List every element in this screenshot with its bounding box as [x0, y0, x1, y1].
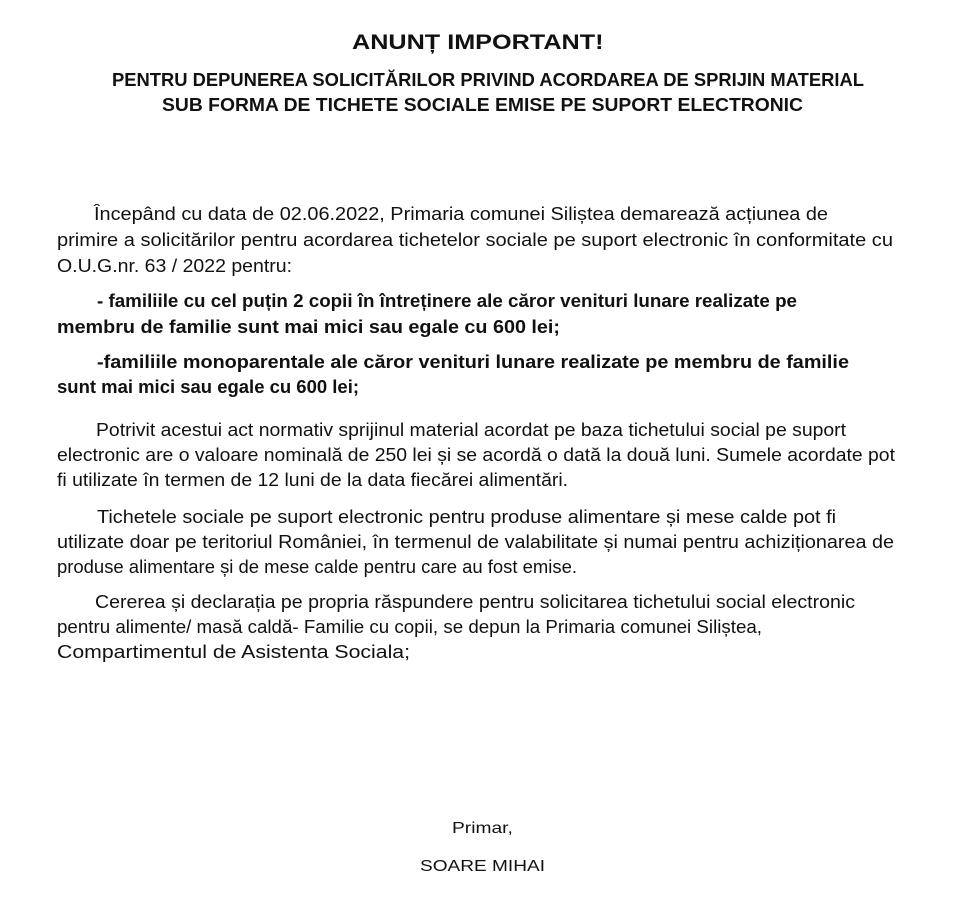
support-value-paragraph-line: electronic are o valoare nominală de 250 lei și se acordă o dată la două luni. Sumele acordate pot: [57, 445, 895, 465]
subtitle-line: PENTRU DEPUNEREA SOLICITĂRILOR PRIVIND ACORDAREA DE SPRIJIN MATERIAL: [112, 70, 864, 90]
submission-paragraph-line: Cererea și declarația pe propria răspundere pentru solicitarea tichetului social electronic: [95, 592, 856, 612]
usage-paragraph-line: utilizate doar pe teritoriul României, în termenul de valabilitate și numai pentru achiziționarea de: [57, 532, 895, 552]
eligibility-item-line: membru de familie sunt mai mici sau egale cu 600 lei;: [57, 317, 560, 337]
signature-name: SOARE MIHAI: [420, 858, 545, 875]
usage-paragraph-line: Tichetele sociale pe suport electronic pentru produse alimentare și mese calde pot fi: [97, 507, 837, 527]
eligibility-item-line: -familiile monoparentale ale căror venituri lunare realizate pe membru de familie: [97, 352, 849, 372]
submission-paragraph-line: Compartimentul de Asistenta Sociala;: [57, 642, 411, 662]
intro-paragraph-line: Începând cu data de 02.06.2022, Primaria comunei Siliștea demarează acțiunea de: [94, 204, 829, 224]
subtitle-line: SUB FORMA DE TICHETE SOCIALE EMISE PE SUPORT ELECTRONIC: [162, 95, 803, 115]
usage-paragraph-line: produse alimentare și de mese calde pentru care au fost emise.: [57, 557, 578, 577]
eligibility-item-line: - familiile cu cel puțin 2 copii în întreținere ale căror venituri lunare realizate pe: [97, 291, 797, 311]
support-value-paragraph-line: Potrivit acestui act normativ sprijinul material acordat pe baza tichetului social pe suport: [96, 420, 847, 440]
submission-paragraph-line: pentru alimente/ masă caldă- Familie cu copii, se depun la Primaria comunei Siliștea,: [57, 617, 763, 637]
page-title: ANUNȚ IMPORTANT!: [352, 31, 604, 54]
intro-paragraph-line: O.U.G.nr. 63 / 2022 pentru:: [57, 256, 292, 276]
intro-paragraph-line: primire a solicitărilor pentru acordarea tichetelor sociale pe suport electronic în conformitate cu: [57, 230, 893, 250]
support-value-paragraph-line: fi utilizate în termen de 12 luni de la data fiecărei alimentări.: [57, 470, 569, 490]
signature-role: Primar,: [452, 820, 513, 837]
eligibility-item-line: sunt mai mici sau egale cu 600 lei;: [57, 377, 359, 397]
